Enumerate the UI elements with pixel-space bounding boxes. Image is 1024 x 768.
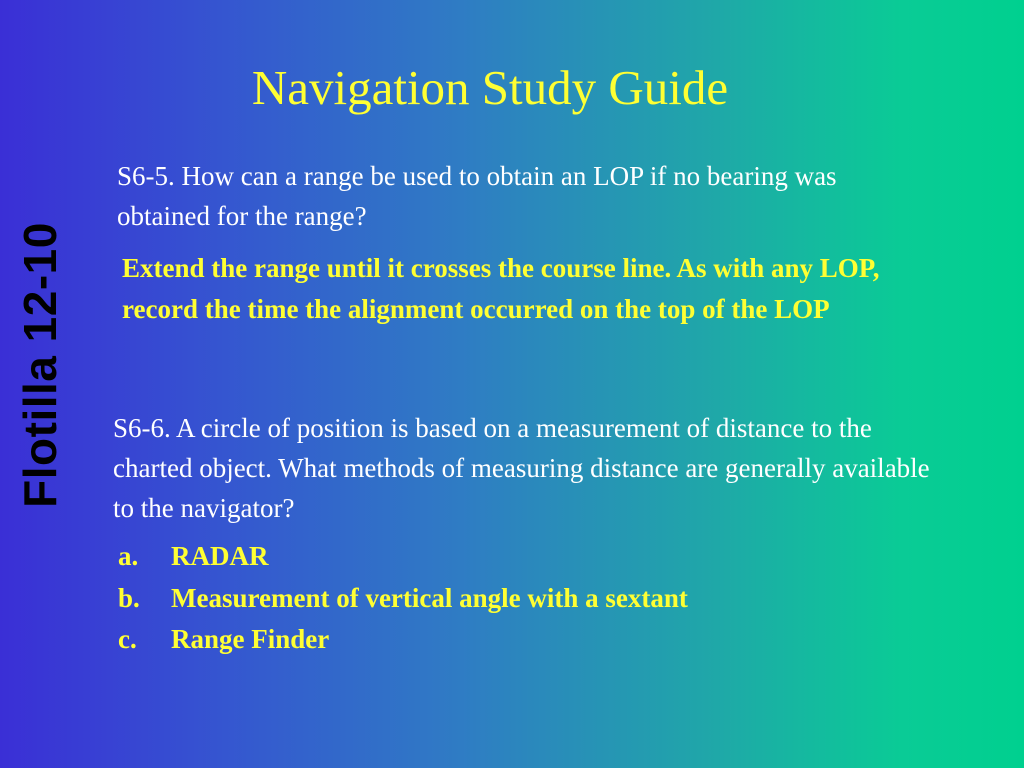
- answer-item-c: [118, 619, 688, 661]
- flotilla-label: Flotilla 12-10: [14, 222, 66, 508]
- answer-marker-b: b.: [118, 582, 140, 613]
- question-s6-5: S6-5. How can a range be used to obtain an LOP if no bearing was obtained for the range?: [117, 161, 837, 231]
- answer-marker-a: a.: [118, 541, 139, 571]
- question-s6-6: S6-6. A circle of position is based on a measurement of distance to the charted object. What methods of measuring distance are generally available to the navigator?: [113, 413, 930, 523]
- slide-title: Navigation Study Guide: [251, 60, 729, 115]
- side-label-container: [0, 195, 80, 535]
- answer-item-b: [118, 578, 688, 620]
- answer-item-a: [118, 536, 688, 578]
- answer-list-s6-6: [118, 536, 688, 661]
- answer-marker-c: c.: [118, 624, 137, 654]
- answer-text-c: Range Finder: [171, 624, 330, 654]
- answer-text-a: RADAR: [171, 541, 269, 571]
- answer-text-b: Measurement of vertical angle with a sextant: [171, 582, 688, 613]
- answer-s6-5: Extend the range until it crosses the course line. As with any LOP, record the time the alignment occurred on the top of the LOP: [122, 253, 880, 324]
